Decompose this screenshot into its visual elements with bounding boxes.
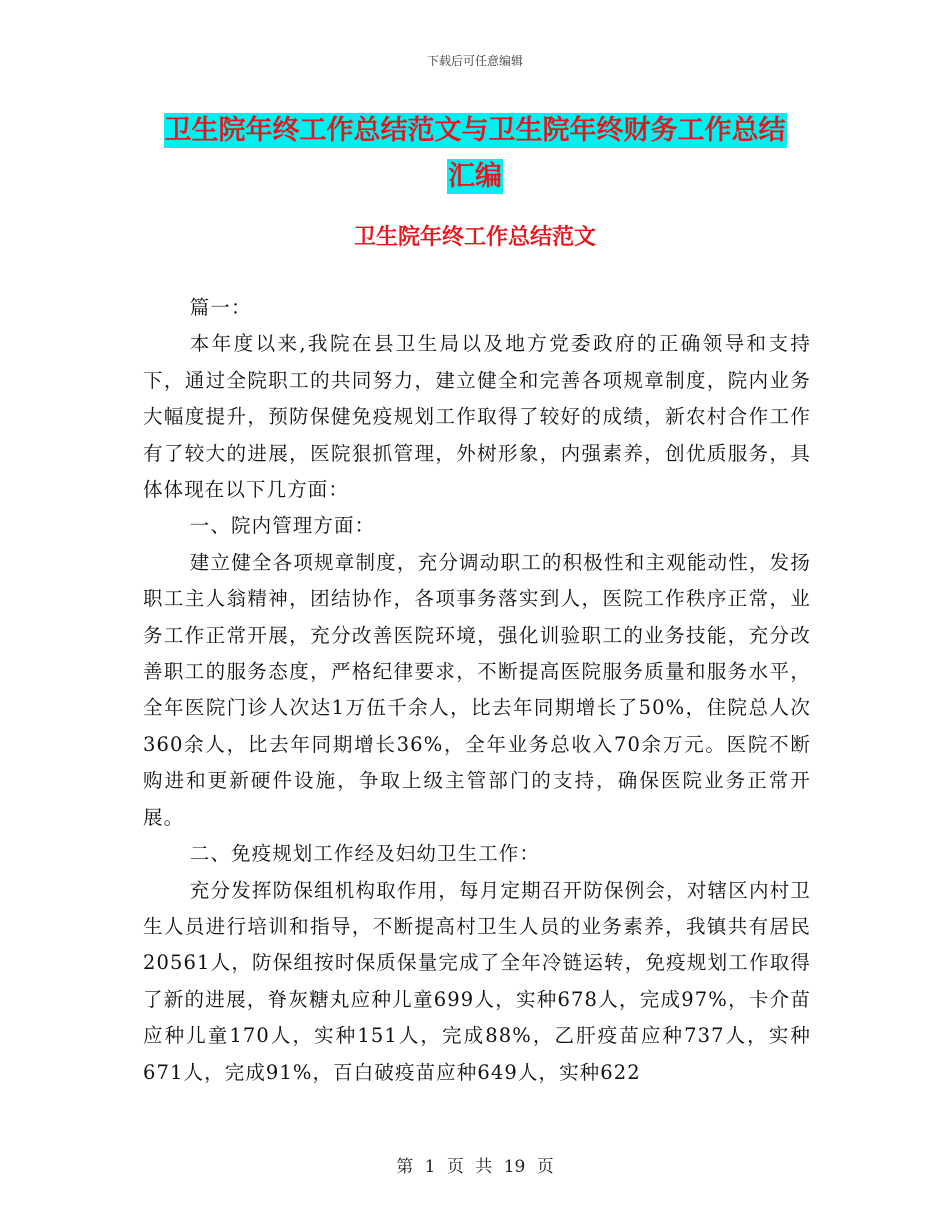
document-title	[145, 108, 805, 200]
section-title: 卫生院年终工作总结范文	[353, 225, 596, 250]
document-title-line1: 卫生院年终工作总结范文与卫生院年终财务工作总结	[164, 115, 786, 146]
paragraph-heading-immunization: 二、免疫规划工作经及妇幼卫生工作：	[189, 842, 540, 866]
paragraph-heading-management: 一、院内管理方面：	[189, 514, 376, 538]
document-title-line2: 汇编	[448, 161, 502, 192]
page-footer: 第 1 页 共 19 页	[396, 1157, 554, 1177]
paragraph-immunization: 充分发挥防保组机构取作用，每月定期召开防保例会，对辖区内村卫生人员进行培训和指导，不断提高村卫生人员的业务素养，我镇共有居民20561人，防保组按时保质保量完成了全年冷链运转，免疫规划工作取得了新的进展，脊灰糖丸应种儿童699人，实种678人，完成97%，卡介苗应种儿童170人，实种151人，完成88%，乙肝疫苗应种737人，实种671人，完成91%，百白破疫苗应种649人，实种622	[143, 878, 811, 1084]
document-body	[143, 290, 811, 1091]
paragraph-intro: 本年度以来,我院在县卫生局以及地方党委政府的正确领导和支持下，通过全院职工的共同努力，建立健全和完善各项规章制度，院内业务大幅度提升，预防保健免疫规划工作取得了较好的成绩，新农村合作工作有了较大的进展，医院狠抓管理，外树形象，内强素养，创优质服务，具体体现在以下几方面：	[143, 332, 811, 502]
paragraph-management: 建立健全各项规章制度，充分调动职工的积极性和主观能动性，发扬职工主人翁精神，团结协作，各项事务落实到人，医院工作秩序正常，业务工作正常开展，充分改善医院环境，强化训验职工的业务技能，充分改善职工的服务态度，严格纪律要求，不断提高医院服务质量和服务水平，全年医院门诊人次达1万伍千余人，比去年同期增长了50%，住院总人次360余人，比去年同期增长36%，全年业务总收入70余万元。医院不断购进和更新硬件设施，争取上级主管部门的支持，确保医院业务正常开展。	[143, 550, 811, 829]
paragraph-chapter-label: 篇一：	[189, 296, 252, 319]
page-header-note: 下载后可任意编辑	[426, 54, 523, 68]
